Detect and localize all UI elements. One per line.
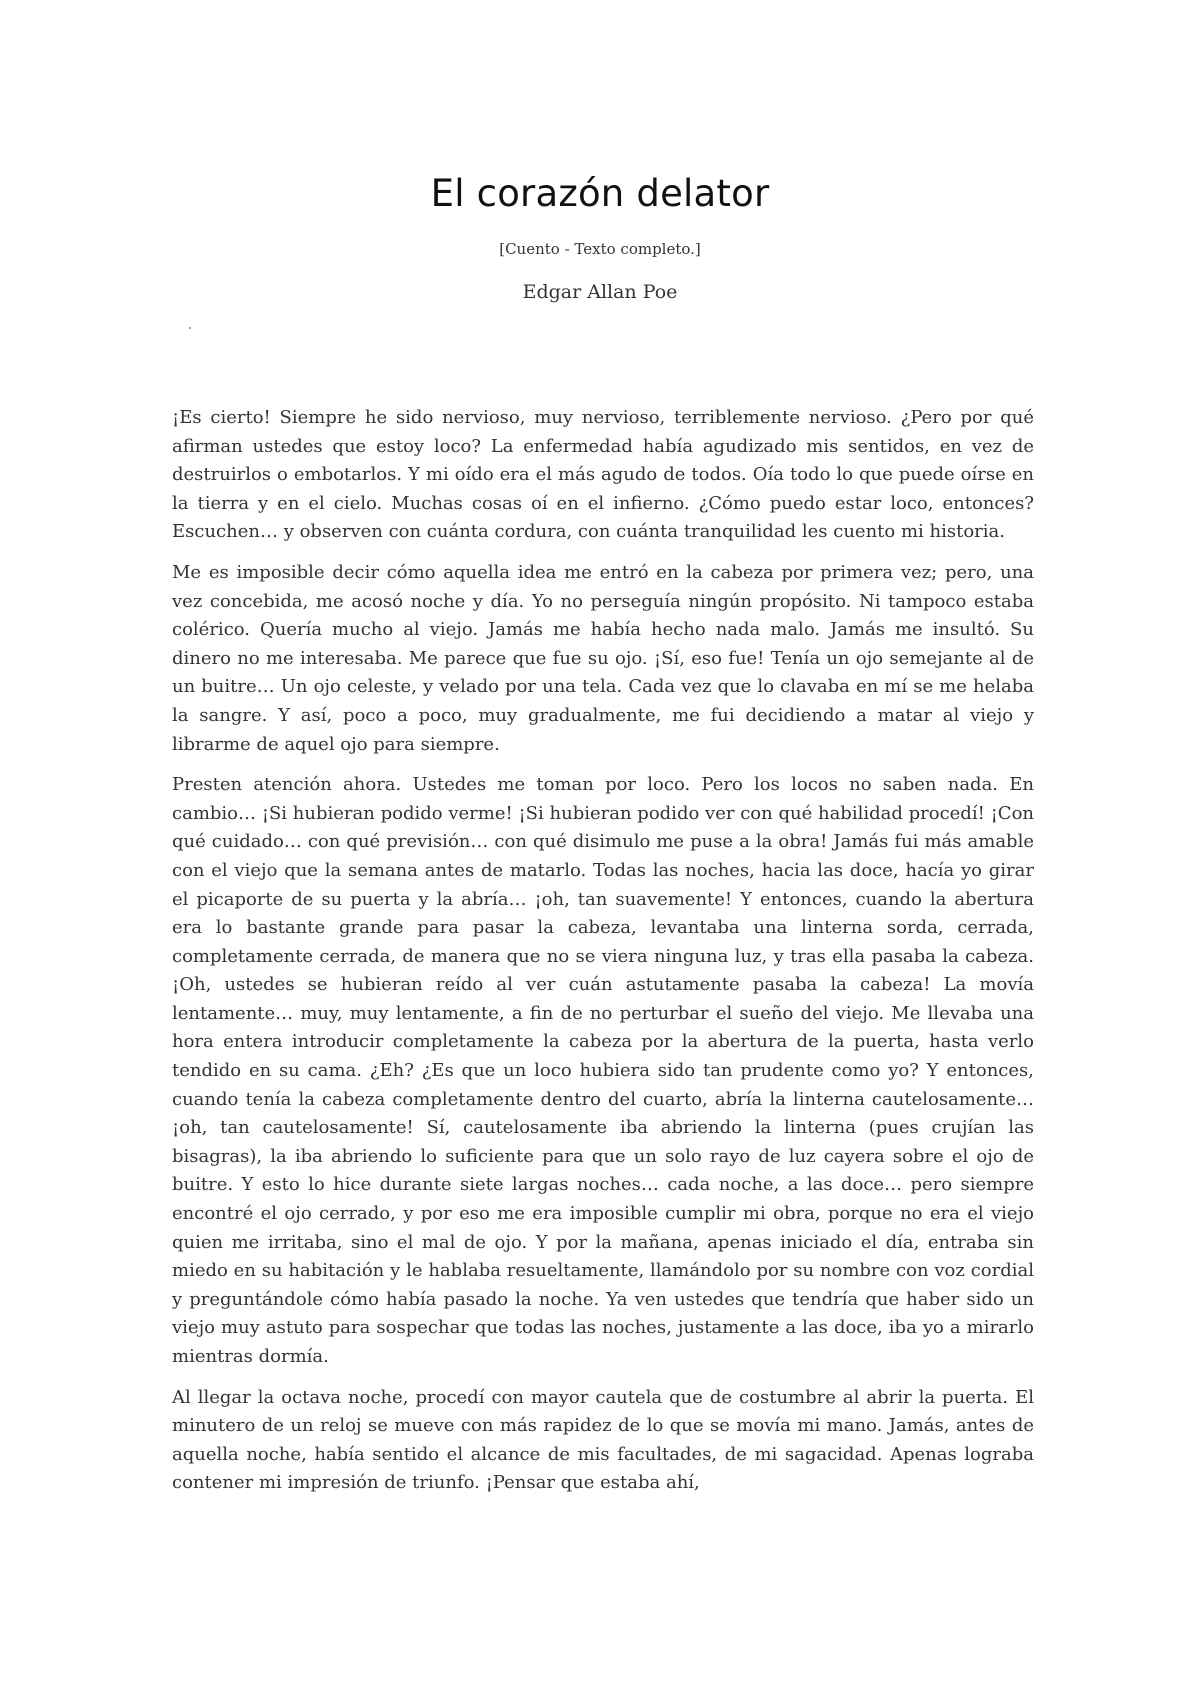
paragraph: ¡Es cierto! Siempre he sido nervioso, muy nervioso, terriblemente nervioso. ¿Pero por qué afirman ustedes que estoy loco? La enfermedad había agudizado mis sentidos, en vez de destruirlos o embotarlos. Y mi oído era el más agudo de todos. Oía todo lo que puede oírse en la tierra y en el cielo. Muchas cosas oí en el infierno. ¿Cómo puedo estar loco, entonces? Escuchen… y observen con cuánta cordura, con cuánta tranquilidad les cuento mi historia. [172, 407, 1034, 543]
paragraph: Me es imposible decir cómo aquella idea me entró en la cabeza por primera vez; pero, una vez concebida, me acosó noche y día. Yo no perseguía ningún propósito. Ni tampoco estaba colérico. Quería mucho al viejo. Jamás me había hecho nada malo. Jamás me insultó. Su dinero no me interesaba. Me parece que fue su ojo. ¡Sí, eso fue! Tenía un ojo semejante al de un buitre… Un ojo celeste, y velado por una tela. Cada vez que lo clavaba en mí se me helaba la sangre. Y así, poco a poco, muy gradualmente, me fui decidiendo a matar al viejo y librarme de aquel ojo para siempre. [172, 561, 1034, 755]
document-body [172, 404, 1034, 1510]
paragraph: Al llegar la octava noche, procedí con mayor cautela que de costumbre al abrir la puerta. El minutero de un reloj se mueve con más rapidez de lo que se movía mi mano. Jamás, antes de aquella noche, había sentido el alcance de mis facultades, de mi sagacidad. Apenas lograba contener mi impresión de triunfo. ¡Pensar que estaba ahí, [172, 1386, 1034, 1494]
document-subtitle: [Cuento - Texto completo.] [499, 240, 701, 258]
document-title: El corazón delator [430, 172, 770, 215]
document-author: Edgar Allan Poe [522, 281, 678, 303]
paragraph: Presten atención ahora. Ustedes me toman por loco. Pero los locos no saben nada. En cambio… ¡Si hubieran podido verme! ¡Si hubieran podido ver con qué habilidad procedí! ¡Con qué cuidado… con qué previsión… con qué disimulo me puse a la obra! Jamás fui más amable con el viejo que la semana antes de matarlo. Todas las noches, hacia las doce, hacía yo girar el picaporte de su puerta y la abría… ¡oh, tan suavemente! Y entonces, cuando la abertura era lo bastante grande para pasar la cabeza, levantaba una linterna sorda, cerrada, completamente cerrada, de manera que no se viera ninguna luz, y tras ella pasaba la cabeza. ¡Oh, ustedes se hubieran reído al ver cuán astutamente pasaba la cabeza! La movía lentamente… muy, muy lentamente, a fin de no perturbar el sueño del viejo. Me llevaba una hora entera introducir completamente la cabeza por la abertura de la puerta, hasta verlo tendido en su cama. ¿Eh? ¿Es que un loco hubiera sido tan prudente como yo? Y entonces, cuando tenía la cabeza completamente dentro del cuarto, abría la linterna cautelosamente… ¡oh, tan cautelosamente! Sí, cautelosamente iba abriendo la linterna (pues crujían las bisagras), la iba abriendo lo suficiente para que un solo rayo de luz cayera sobre el ojo de buitre. Y esto lo hice durante siete largas noches… cada noche, a las doce… pero siempre encontré el ojo cerrado, y por eso me era imposible cumplir mi obra, porque no era el viejo quien me irritaba, sino el mal de ojo. Y por la mañana, apenas iniciado el día, entraba sin miedo en su habitación y le hablaba resueltamente, llamándolo por su nombre con voz cordial y preguntándole cómo había pasado la noche. Ya ven ustedes que tendría que haber sido un viejo muy astuto para sospechar que todas las noches, justamente a las doce, iba yo a mirarlo mientras dormía. [172, 774, 1034, 1367]
stray-dot [189, 327, 191, 329]
